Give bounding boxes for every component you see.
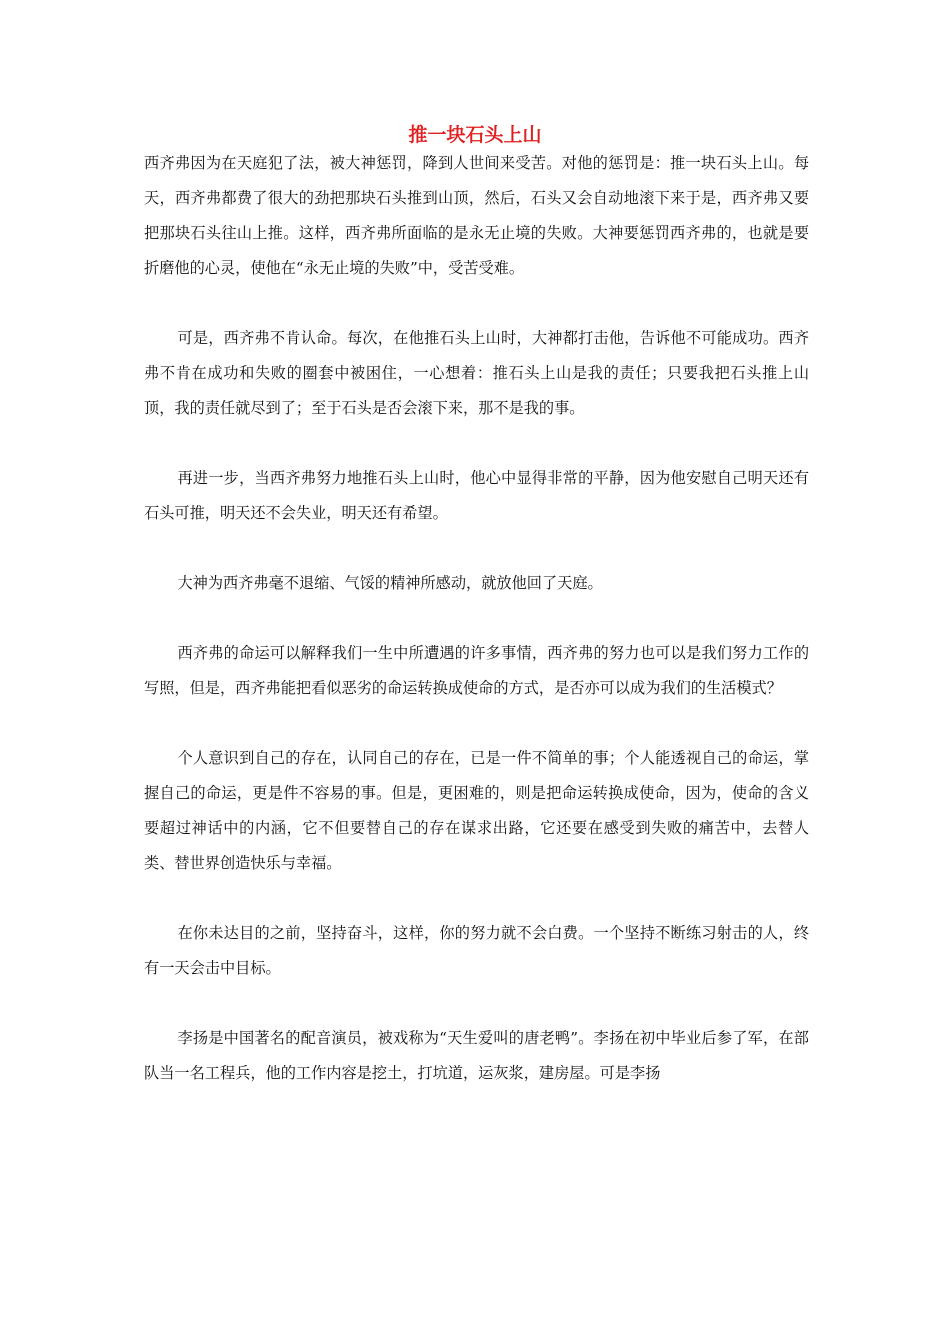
paragraph: 再进一步，当西齐弗努力地推石头上山时，他心中显得非常的平静，因为他安慰自己明天还有石头可推，明天还不会失业，明天还有希望。 [144, 469, 809, 522]
paragraph: 西齐弗的命运可以解释我们一生中所遭遇的许多事情，西齐弗的努力也可以是我们努力工作的写照，但是，西齐弗能把看似恶劣的命运转换成使命的方式，是否亦可以成为我们的生活模式？ [144, 644, 809, 697]
document-body [144, 146, 809, 1126]
paragraph: 西齐弗因为在天庭犯了法，被大神惩罚，降到人世间来受苦。对他的惩罚是：推一块石头上山。每天，西齐弗都费了很大的劲把那块石头推到山顶，然后，石头又会自动地滚下来于是，西齐弗又要把那块石头往山上推。这样，西齐弗所面临的是永无止境的失败。大神要惩罚西齐弗的，也就是要折磨他的心灵，使他在“永无止境的失败”中，受苦受难。 [144, 154, 809, 277]
paragraph: 大神为西齐弗毫不退缩、气馁的精神所感动，就放他回了天庭。 [177, 574, 603, 592]
paragraph: 可是，西齐弗不肯认命。每次，在他推石头上山时，大神都打击他，告诉他不可能成功。西齐弗不肯在成功和失败的圈套中被困住，一心想着：推石头上山是我的责任；只要我把石头推上山顶，我的责任就尽到了；至于石头是否会滚下来，那不是我的事。 [144, 329, 809, 417]
paragraph: 个人意识到自己的存在，认同自己的存在，已是一件不简单的事；个人能透视自己的命运，掌握自己的命运，更是件不容易的事。但是，更困难的，则是把命运转换成使命，因为，使命的含义要超过神话中的内涵，它不但要替自己的存在谋求出路，它还要在感受到失败的痛苦中，去替人类、替世界创造快乐与幸福。 [144, 749, 809, 872]
paragraph: 李扬是中国著名的配音演员，被戏称为“天生爱叫的唐老鸭”。李扬在初中毕业后参了军，在部队当一名工程兵，他的工作内容是挖土，打坑道，运灰浆，建房屋。可是李扬 [144, 1029, 809, 1082]
paragraph: 在你未达目的之前，坚持奋斗，这样，你的努力就不会白费。一个坚持不断练习射击的人，终有一天会击中目标。 [144, 924, 809, 977]
document-title: 推一块石头上山 [408, 124, 542, 146]
